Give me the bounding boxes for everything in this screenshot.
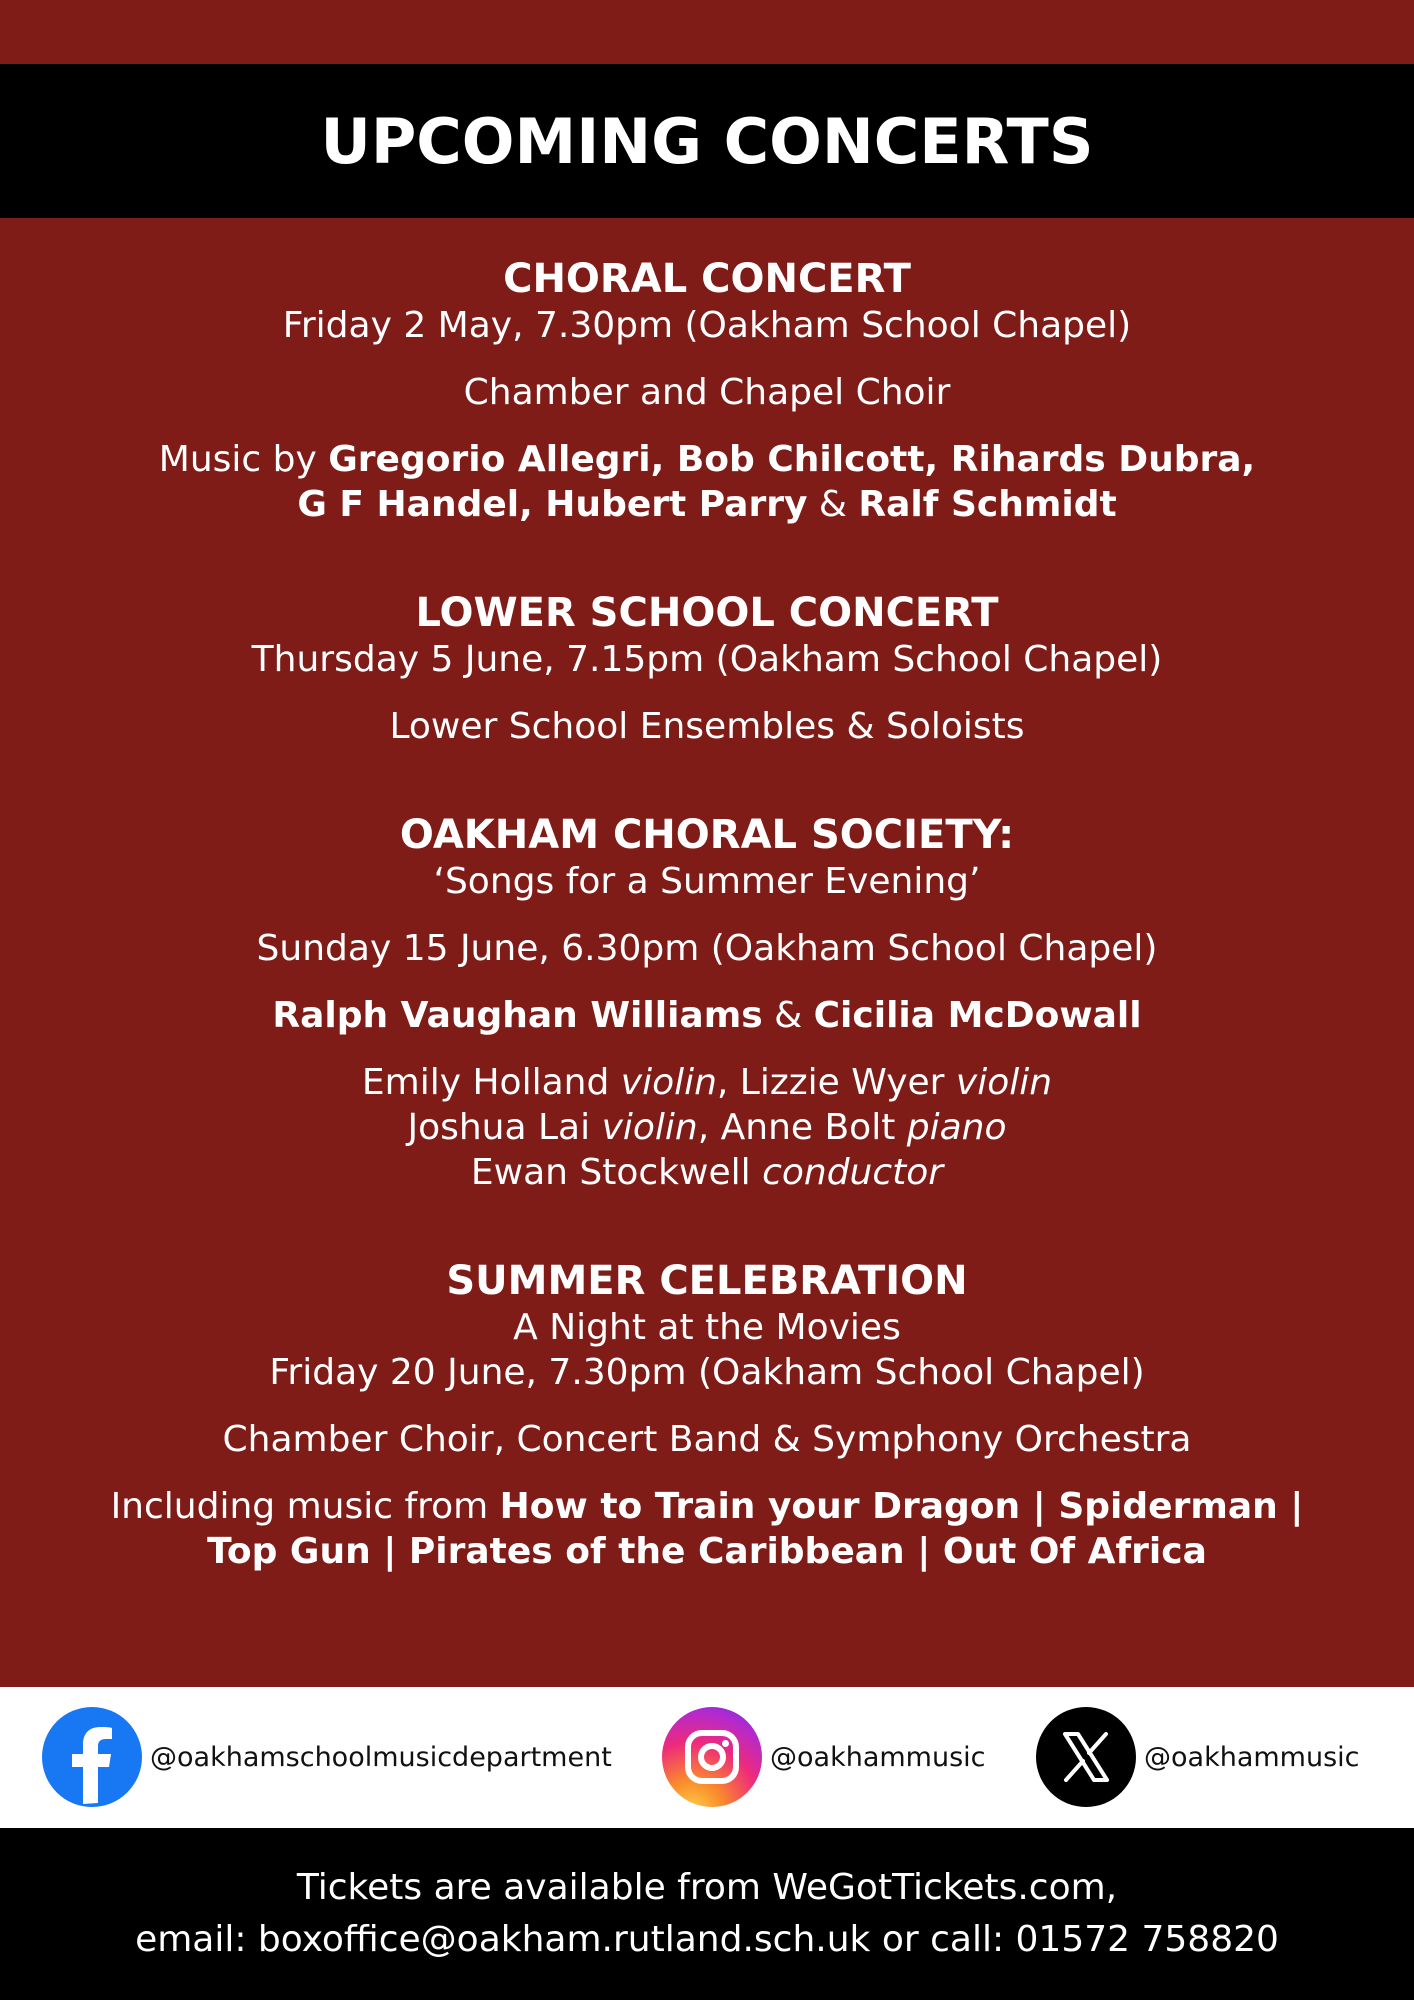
composer: Ralph Vaughan Williams — [272, 995, 763, 1036]
ampersand: & — [807, 484, 859, 525]
concert-title: LOWER SCHOOL CONCERT — [415, 590, 999, 636]
soloist-role: piano — [906, 1107, 1007, 1148]
concert-performers: Chamber and Chapel Choir — [463, 372, 951, 413]
concert-summer — [0, 1257, 1414, 1574]
music-prefix: Including music from — [110, 1486, 500, 1527]
composer: Cicilia McDowall — [813, 995, 1142, 1036]
x-handle[interactable]: @oakhammusic — [1144, 1741, 1360, 1773]
soloist-name: , Lizzie Wyer — [716, 1062, 956, 1103]
concert-date: Sunday 15 June, 6.30pm (Oakham School Chapel) — [256, 928, 1158, 969]
contact-line: email: boxoffice@oakham.rutland.sch.uk or call: 01572 758820 — [135, 1919, 1279, 1960]
films: How to Train your Dragon | Spiderman | — [499, 1486, 1304, 1527]
soloist-name: , Anne Bolt — [697, 1107, 907, 1148]
concert-lower-school — [0, 589, 1414, 749]
films: Top Gun | Pirates of the Caribbean | Out Of Africa — [207, 1531, 1207, 1572]
concert-performers: Chamber Choir, Concert Band & Symphony Orchestra — [222, 1419, 1192, 1460]
composers: Gregorio Allegri, Bob Chilcott, Rihards Dubra, — [328, 439, 1256, 480]
concert-date: Thursday 5 June, 7.15pm (Oakham School Chapel) — [251, 639, 1163, 680]
concert-music-line2 — [0, 1529, 1414, 1574]
soloists-line1 — [0, 1060, 1414, 1105]
concert-choral — [0, 255, 1414, 527]
facebook-handle[interactable]: @oakhamschoolmusicdepartment — [150, 1741, 612, 1773]
concert-choral-society — [0, 811, 1414, 1195]
header-bar — [0, 64, 1414, 218]
concert-subtitle: A Night at the Movies — [513, 1307, 901, 1348]
concert-music-line1 — [0, 437, 1414, 482]
instagram-icon[interactable] — [662, 1707, 762, 1807]
music-prefix: Music by — [158, 439, 329, 480]
soloist-role: violin — [955, 1062, 1053, 1103]
concert-music-line1 — [0, 1484, 1414, 1529]
page-title: UPCOMING CONCERTS — [320, 104, 1094, 178]
concert-list — [0, 255, 1414, 1636]
x-icon[interactable] — [1036, 1707, 1136, 1807]
soloist-name: Emily Holland — [361, 1062, 621, 1103]
tickets-line: Tickets are available from WeGotTickets.com, — [296, 1867, 1118, 1908]
concert-subtitle: ‘Songs for a Summer Evening’ — [433, 861, 981, 902]
concert-title: OAKHAM CHORAL SOCIETY: — [399, 812, 1015, 858]
social-instagram[interactable] — [662, 1707, 986, 1807]
soloists-line2 — [0, 1105, 1414, 1150]
composers: G F Handel, Hubert Parry — [297, 484, 808, 525]
social-strip — [0, 1687, 1414, 1828]
soloist-name: Joshua Lai — [407, 1107, 602, 1148]
instagram-handle[interactable]: @oakhammusic — [770, 1741, 986, 1773]
soloist-name: Ewan Stockwell — [470, 1152, 763, 1193]
concert-date: Friday 20 June, 7.30pm (Oakham School Chapel) — [269, 1352, 1145, 1393]
soloists-line3 — [0, 1150, 1414, 1195]
soloist-role: conductor — [762, 1152, 944, 1193]
concert-title: SUMMER CELEBRATION — [446, 1258, 968, 1304]
concert-performers: Lower School Ensembles & Soloists — [389, 706, 1025, 747]
ampersand: & — [762, 995, 814, 1036]
concert-composers — [0, 993, 1414, 1038]
social-facebook[interactable] — [42, 1707, 612, 1807]
facebook-icon[interactable] — [42, 1707, 142, 1807]
concert-title: CHORAL CONCERT — [503, 256, 911, 302]
concert-date: Friday 2 May, 7.30pm (Oakham School Chapel) — [282, 305, 1132, 346]
footer-bar — [0, 1828, 1414, 2000]
composer: Ralf Schmidt — [858, 484, 1117, 525]
concert-music-line2 — [0, 482, 1414, 527]
soloist-role: violin — [620, 1062, 717, 1103]
social-x[interactable] — [1036, 1707, 1360, 1807]
soloist-role: violin — [601, 1107, 698, 1148]
